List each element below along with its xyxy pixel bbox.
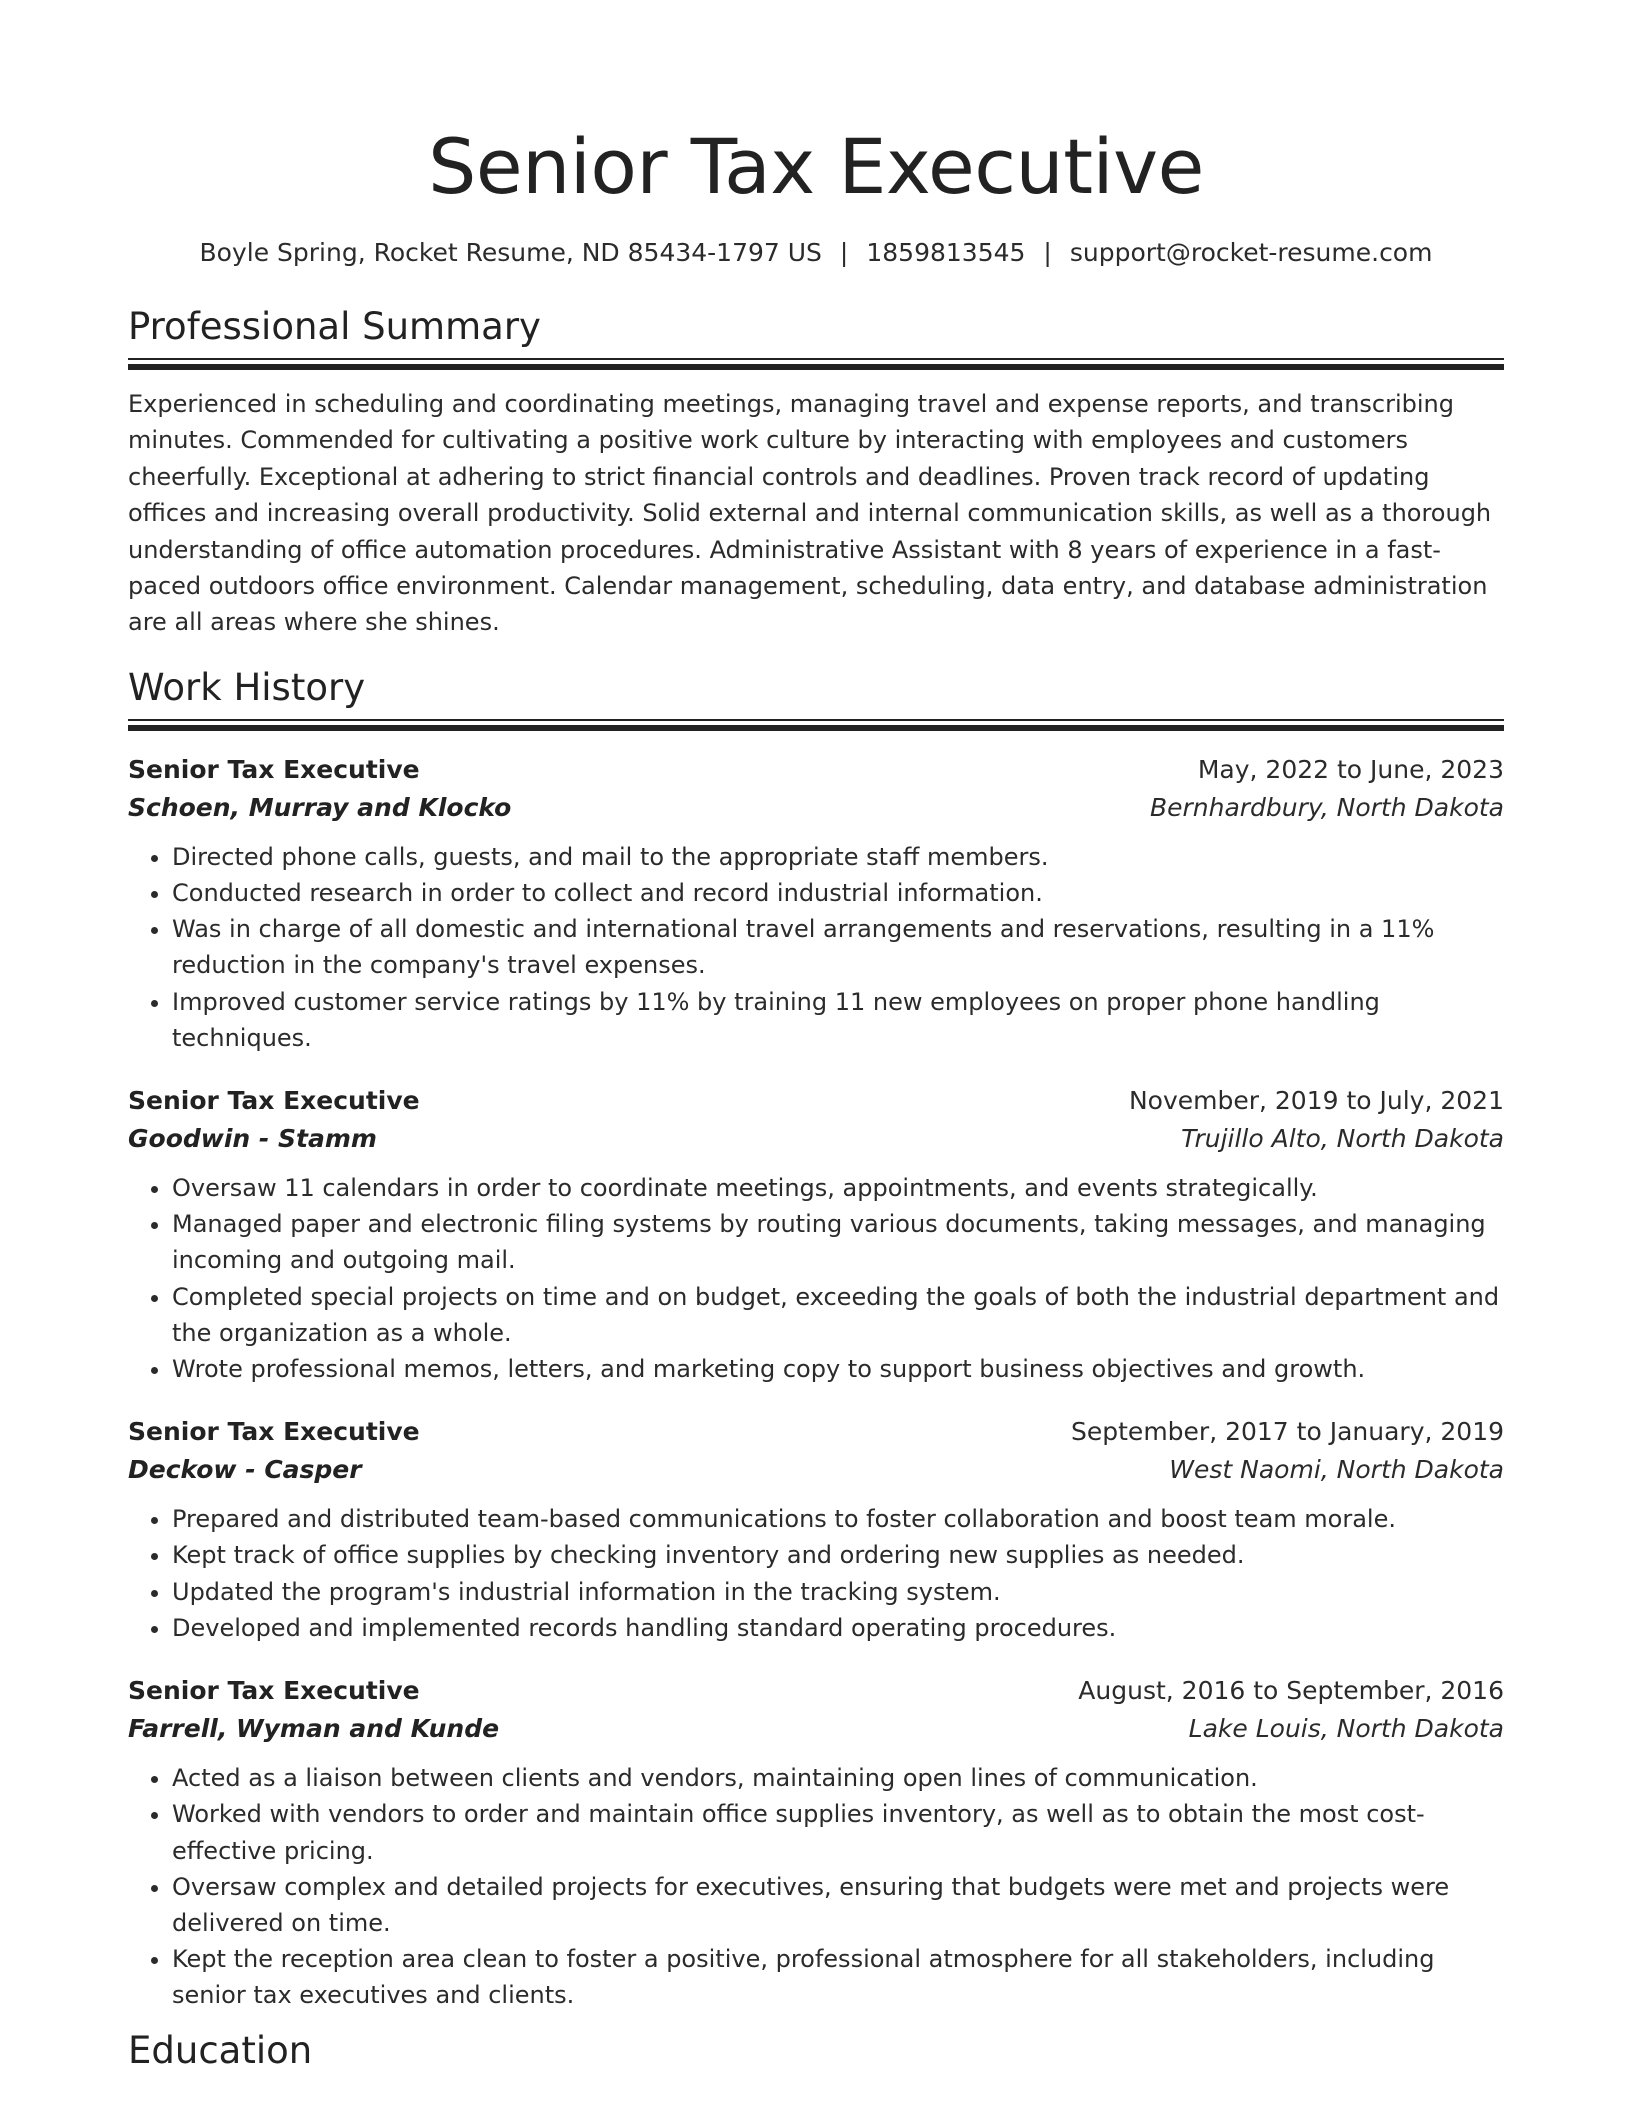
job-bullet: • Kept the reception area clean to foster a positive, professional atmosphere for all stakeholders, including senior tax executives and clients. <box>172 1941 1504 2013</box>
section-heading-professional-summary: Professional Summary <box>128 305 541 348</box>
job-bullet: • Updated the program's industrial information in the tracking system. <box>172 1574 1504 1610</box>
job-bullet-list <box>128 839 1504 1056</box>
job-subheader-row <box>128 1451 1504 1489</box>
divider-thin-line <box>128 358 1504 360</box>
section-heading-education: Education <box>128 2028 313 2072</box>
job-title: Senior Tax Executive <box>128 1676 420 1706</box>
job-location: Trujillo Alto, North Dakota <box>1181 1124 1504 1154</box>
job-bullet: • Wrote professional memos, letters, and marketing copy to support business objectives and growth. <box>172 1351 1504 1387</box>
job-bullet: • Oversaw 11 calendars in order to coordinate meetings, appointments, and events strategically. <box>172 1170 1504 1206</box>
divider-thick-line <box>128 725 1504 731</box>
job-dates: September, 2017 to January, 2019 <box>1071 1417 1504 1447</box>
job-bullet-list <box>128 1170 1504 1387</box>
job-subheader-row <box>128 1120 1504 1158</box>
section-divider <box>128 719 1504 733</box>
job-title: Senior Tax Executive <box>128 1417 420 1447</box>
resume-page <box>128 0 1504 2074</box>
job-bullet: • Developed and implemented records handling standard operating procedures. <box>172 1610 1504 1646</box>
job-bullet: • Completed special projects on time and on budget, exceeding the goals of both the industrial department and the organization as a whole. <box>172 1279 1504 1351</box>
education-section <box>128 2028 1504 2074</box>
job-dates: August, 2016 to September, 2016 <box>1078 1676 1504 1706</box>
job-company: Goodwin - Stamm <box>128 1124 377 1154</box>
job-header-row <box>128 1672 1504 1710</box>
job-bullet: • Acted as a liaison between clients and vendors, maintaining open lines of communication. <box>172 1760 1504 1796</box>
job-entry <box>128 1672 1504 2013</box>
job-subheader-row <box>128 1710 1504 1748</box>
work-history-section <box>128 665 1504 2014</box>
job-title: Senior Tax Executive <box>128 1086 420 1116</box>
job-bullet: • Prepared and distributed team-based communications to foster collaboration and boost team morale. <box>172 1501 1504 1537</box>
contact-address: Boyle Spring, Rocket Resume, ND 85434-1797 US <box>199 238 822 267</box>
professional-summary-section <box>128 304 1504 641</box>
job-header-row <box>128 1413 1504 1451</box>
job-company: Farrell, Wyman and Kunde <box>128 1714 500 1744</box>
job-location: West Naomi, North Dakota <box>1169 1455 1504 1485</box>
job-bullet: • Improved customer service ratings by 11% by training 11 new employees on proper phone handling techniques. <box>172 984 1504 1056</box>
job-entry <box>128 1413 1504 1646</box>
job-list <box>128 751 1504 2014</box>
job-entry <box>128 1082 1504 1387</box>
job-bullet: • Was in charge of all domestic and international travel arrangements and reservations, resulting in a 11% reduction in the company's travel expenses. <box>172 911 1504 983</box>
job-bullet: • Oversaw complex and detailed projects for executives, ensuring that budgets were met and projects were delivered on time. <box>172 1869 1504 1941</box>
contact-line <box>128 237 1504 269</box>
job-dates: November, 2019 to July, 2021 <box>1128 1086 1504 1116</box>
section-divider <box>128 358 1504 372</box>
contact-separator: | <box>839 238 849 267</box>
job-header-row <box>128 751 1504 789</box>
job-bullet: • Worked with vendors to order and maintain office supplies inventory, as well as to obtain the most cost-effective pricing. <box>172 1796 1504 1868</box>
contact-phone: 1859813545 <box>866 238 1026 267</box>
contact-email: support@rocket-resume.com <box>1069 238 1433 267</box>
summary-paragraph: Experienced in scheduling and coordinating meetings, managing travel and expense reports, and transcribing minutes. Commended for cultivating a positive work culture by interacting with employees and customers cheerfully. Exceptional at adhering to strict financial controls and deadlines. Proven track record of updating offices and increasing overall productivity. Solid external and internal communication skills, as well as a thorough understanding of office automation procedures. Administrative Assistant with 8 years of experience in a fast-paced outdoors office environment. Calendar management, scheduling, data entry, and database administration are all areas where she shines. <box>128 390 1492 637</box>
job-location: Bernhardbury, North Dakota <box>1149 792 1504 822</box>
contact-separator: | <box>1043 238 1052 267</box>
job-bullet: • Managed paper and electronic filing systems by routing various documents, taking messages, and managing incoming and outgoing mail. <box>172 1206 1504 1278</box>
job-location: Lake Louis, North Dakota <box>1188 1714 1504 1744</box>
job-dates: May, 2022 to June, 2023 <box>1197 754 1504 784</box>
job-subheader-row <box>128 789 1504 827</box>
job-bullet: • Conducted research in order to collect and record industrial information. <box>172 875 1504 911</box>
resume-name-heading: Senior Tax Executive <box>428 122 1204 211</box>
section-heading-work-history: Work History <box>128 665 366 709</box>
job-bullet-list <box>128 1760 1504 2013</box>
job-bullet: • Kept track of office supplies by checking inventory and ordering new supplies as needed. <box>172 1537 1504 1573</box>
job-header-row <box>128 1082 1504 1120</box>
job-title: Senior Tax Executive <box>128 754 420 784</box>
divider-thick-line <box>128 364 1504 370</box>
job-entry <box>128 751 1504 1056</box>
job-bullet: • Directed phone calls, guests, and mail to the appropriate staff members. <box>172 839 1504 875</box>
job-bullet-list <box>128 1501 1504 1646</box>
job-company: Deckow - Casper <box>128 1455 362 1485</box>
job-company: Schoen, Murray and Klocko <box>128 792 512 822</box>
divider-thin-line <box>128 719 1504 721</box>
